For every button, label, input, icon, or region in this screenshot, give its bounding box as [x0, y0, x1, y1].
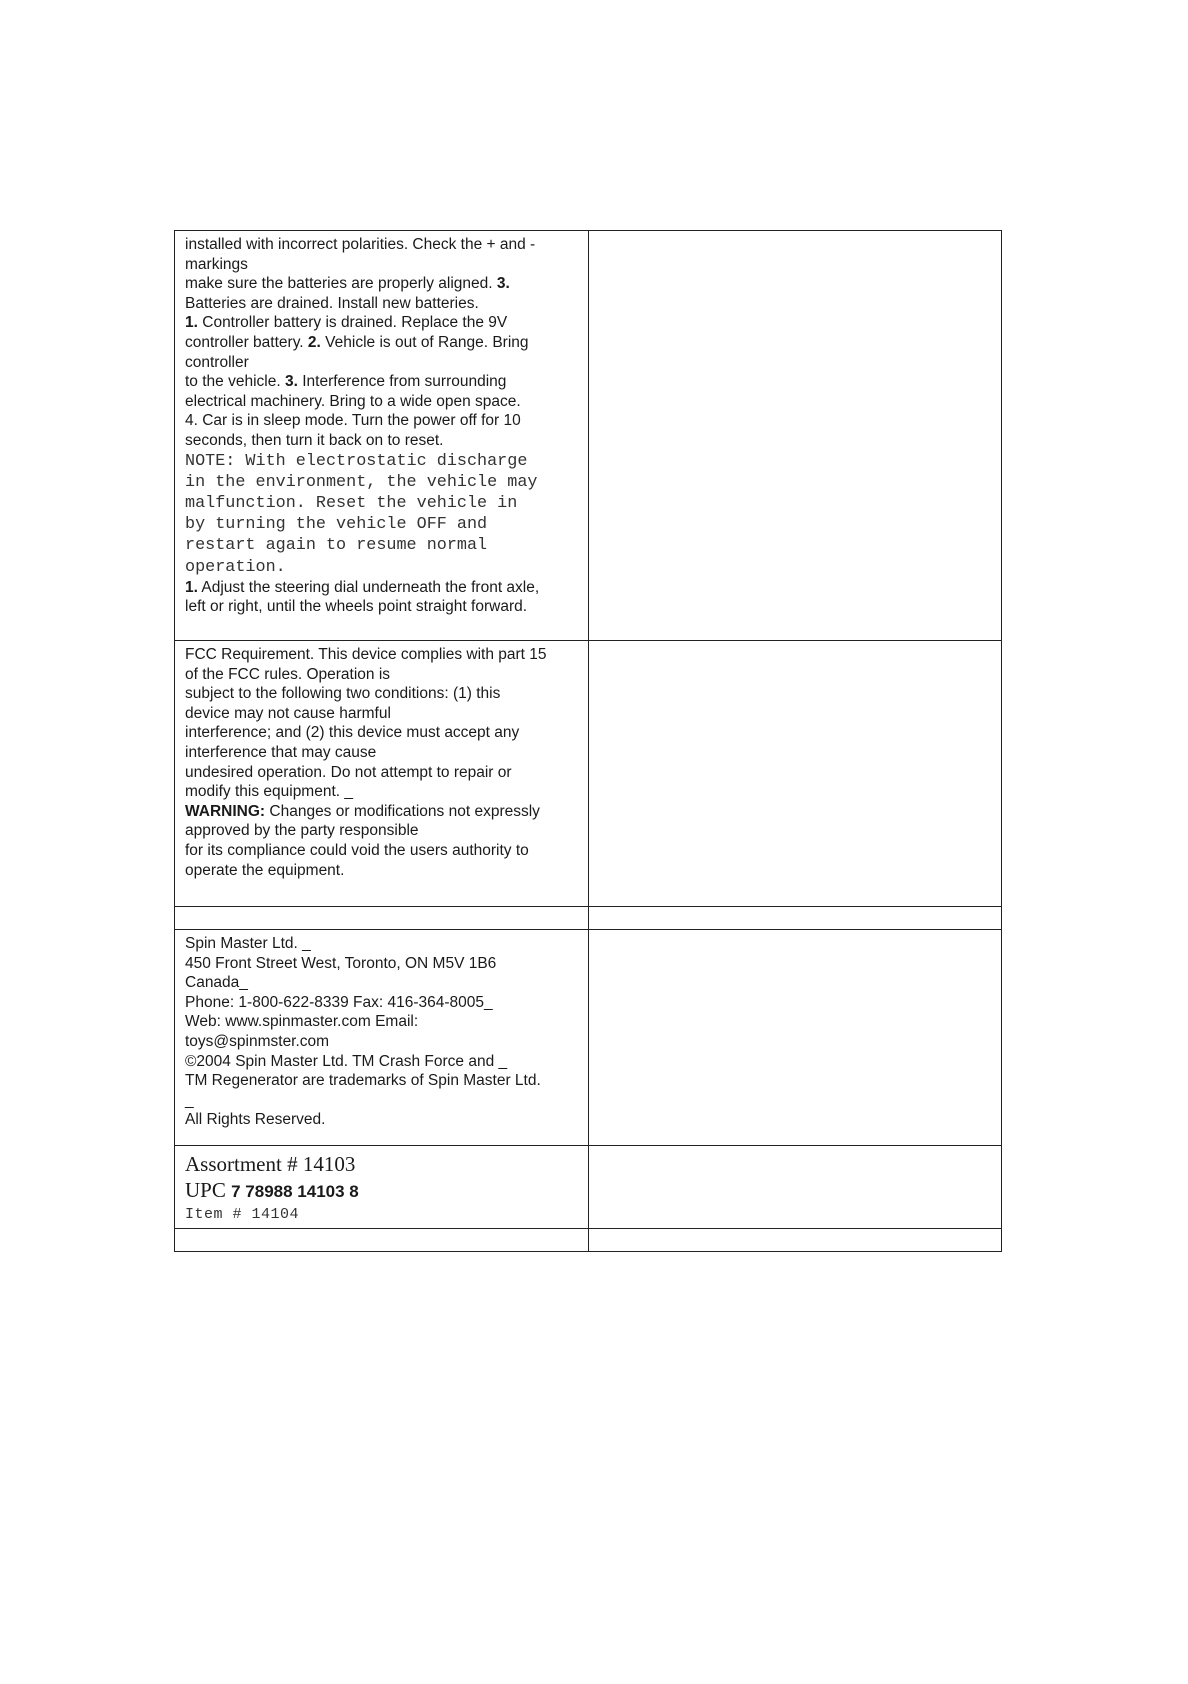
text-line: device may not cause harmful — [185, 704, 391, 722]
empty-cell — [175, 907, 589, 930]
text-line: 4. Car is in sleep mode. Turn the power off for 10 — [185, 412, 521, 430]
empty-cell — [589, 641, 1002, 907]
instruction-table — [174, 230, 1002, 1252]
note-line: in the environment, the vehicle may — [185, 472, 538, 492]
empty-cell — [589, 907, 1002, 930]
text-line: for its compliance could void the users authority to — [185, 841, 529, 859]
text-line: modify this equipment. _ — [185, 783, 354, 801]
text-fragment: Changes or modifications not expressly — [269, 802, 540, 820]
text-line: 450 Front Street West, Toronto, ON M5V 1B6 — [185, 954, 497, 972]
text-line: Canada_ — [185, 974, 248, 992]
text-line: operate the equipment. — [185, 861, 345, 879]
text-line — [185, 372, 578, 392]
troubleshooting-cell — [175, 231, 589, 641]
text-line: left or right, until the wheels point straight forward. — [185, 598, 528, 616]
table-row — [175, 1146, 1002, 1229]
assortment-number: Assortment # 14103 — [185, 1152, 356, 1176]
step-number: 2. — [307, 333, 321, 351]
table-row — [175, 930, 1002, 1146]
text-line: interference that may cause — [185, 743, 377, 761]
empty-cell — [175, 1229, 589, 1252]
rights-line: All Rights Reserved. — [185, 1111, 326, 1129]
text-line — [185, 802, 578, 822]
text-line: FCC Requirement. This device complies with part 15 — [185, 646, 547, 663]
table-row — [175, 907, 1002, 930]
note-line: NOTE: With electrostatic discharge — [185, 451, 528, 471]
text-line — [185, 313, 578, 333]
text-line: interference; and (2) this device must accept any — [185, 724, 520, 742]
step-number: 1. — [185, 578, 198, 596]
text-line: _ — [185, 1091, 194, 1109]
text-fragment: Interference from surrounding — [302, 373, 507, 391]
text-line: of the FCC rules. Operation is — [185, 665, 391, 683]
text-line: undesired operation. Do not attempt to repair or — [185, 763, 512, 781]
empty-cell — [589, 930, 1002, 1146]
email-line: toys@spinmster.com — [185, 1032, 330, 1050]
note-line: restart again to resume normal — [185, 536, 488, 556]
text-fragment: controller battery. — [185, 333, 304, 351]
text-fragment: Controller battery is drained. Replace the 9V — [202, 314, 508, 332]
upc-line — [185, 1177, 578, 1205]
note-line: malfunction. Reset the vehicle in — [185, 493, 518, 513]
text-line — [185, 274, 578, 294]
text-line: Spin Master Ltd. _ — [185, 935, 311, 952]
table-row — [175, 1229, 1002, 1252]
table-row — [175, 641, 1002, 907]
text-line: approved by the party responsible — [185, 822, 419, 840]
text-fragment: Vehicle is out of Range. Bring — [325, 333, 529, 351]
codes-cell — [175, 1146, 589, 1229]
upc-value: 7 78988 14103 8 — [231, 1182, 359, 1201]
text-line: installed with incorrect polarities. Check the + and - — [185, 236, 536, 253]
company-cell — [175, 930, 589, 1146]
warning-label: WARNING: — [185, 802, 266, 820]
text-line: markings — [185, 255, 248, 273]
trademark-line: TM Regenerator are trademarks of Spin Master Ltd. — [185, 1072, 541, 1090]
note-line: by turning the vehicle OFF and — [185, 515, 488, 535]
web-email-line: Web: www.spinmaster.com Email: — [185, 1013, 419, 1031]
upc-label: UPC — [185, 1178, 226, 1202]
text-fragment: Adjust the steering dial underneath the front axle, — [201, 578, 540, 596]
step-number: 3. — [496, 275, 510, 293]
fcc-cell — [175, 641, 589, 907]
empty-cell — [589, 1229, 1002, 1252]
text-line: Batteries are drained. Install new batteries. — [185, 294, 479, 312]
copyright-line: ©2004 Spin Master Ltd. TM Crash Force and _ — [185, 1052, 508, 1070]
text-line: controller — [185, 353, 249, 371]
item-number: Item # 14104 — [185, 1206, 300, 1223]
text-fragment: to the vehicle. — [185, 373, 281, 391]
empty-cell — [589, 1146, 1002, 1229]
text-line: electrical machinery. Bring to a wide open space. — [185, 392, 521, 410]
text-line — [185, 578, 578, 598]
text-line: subject to the following two conditions: (1) this — [185, 685, 501, 703]
note-line: operation. — [185, 557, 286, 577]
empty-cell — [589, 231, 1002, 641]
text-line: seconds, then turn it back on to reset. — [185, 431, 444, 449]
text-fragment: make sure the batteries are properly aligned. — [185, 275, 493, 293]
step-number: 1. — [185, 314, 198, 332]
phone-fax-line: Phone: 1-800-622-8339 Fax: 416-364-8005_ — [185, 993, 493, 1011]
text-line — [185, 333, 578, 353]
step-number: 3. — [284, 373, 298, 391]
table-row — [175, 231, 1002, 641]
